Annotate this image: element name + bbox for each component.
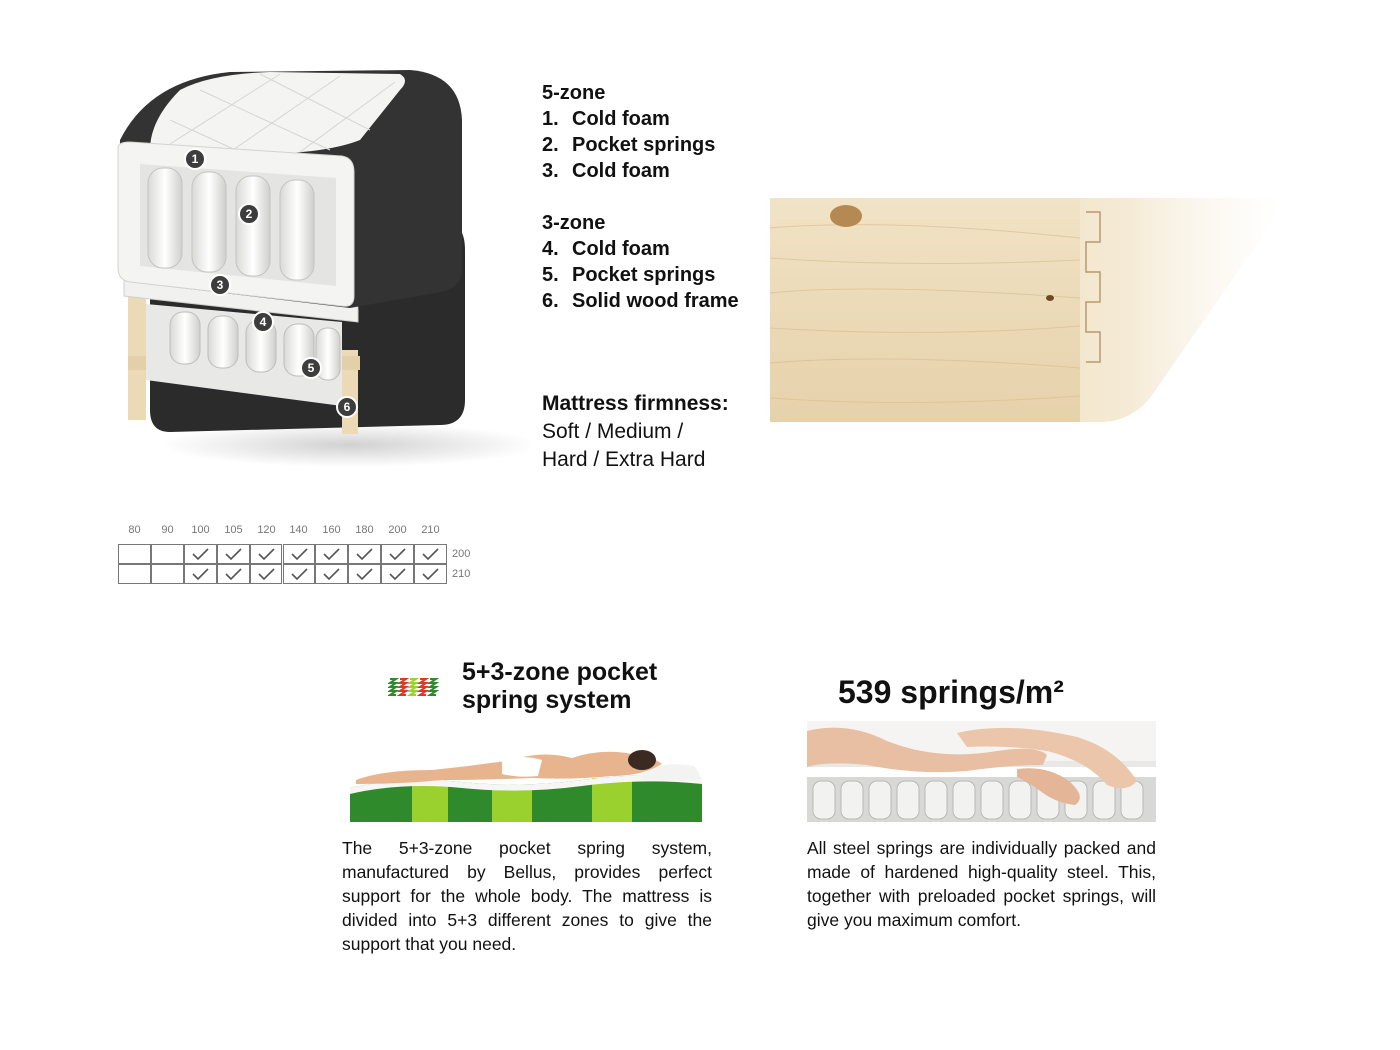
firmness-title: Mattress firmness: [542, 392, 729, 415]
width-label: 180 [355, 524, 374, 536]
checkmark-icon [218, 565, 249, 583]
size-available-cell [283, 544, 316, 564]
length-label: 210 [452, 568, 471, 580]
checkmark-icon [382, 545, 413, 563]
zone-spring-icon [388, 676, 442, 700]
zone-marker-3: 3 [209, 274, 231, 296]
mattress-firmness [542, 390, 802, 474]
firmness-options-line-1: Soft / Medium / [542, 420, 684, 443]
zone-marker-6: 6 [336, 396, 358, 418]
firmness-options-line-2: Hard / Extra Hard [542, 448, 706, 471]
width-label: 100 [191, 524, 210, 536]
size-unavailable-cell [118, 544, 151, 564]
size-available-cell [348, 564, 381, 584]
size-available-cell [283, 564, 316, 584]
size-unavailable-cell [151, 544, 184, 564]
size-available-cell [217, 544, 250, 564]
size-available-cell [184, 544, 217, 564]
size-available-cell [414, 544, 447, 564]
width-label: 210 [421, 524, 440, 536]
legend-item: 2. Pocket springs [542, 134, 716, 156]
size-available-cell [381, 544, 414, 564]
checkmark-icon [415, 565, 446, 583]
zone-marker-1: 1 [184, 148, 206, 170]
zone-marker-5: 5 [300, 357, 322, 379]
size-unavailable-cell [118, 564, 151, 584]
size-available-cell [414, 564, 447, 584]
checkmark-icon [251, 545, 282, 563]
size-available-cell [381, 564, 414, 584]
legend-item: 3. Cold foam [542, 160, 670, 182]
legend-item: 6. Solid wood frame [542, 290, 739, 312]
width-label: 140 [289, 524, 308, 536]
width-label: 105 [224, 524, 243, 536]
zone-support-illustration [342, 730, 712, 826]
size-available-cell [217, 564, 250, 584]
checkmark-icon [218, 545, 249, 563]
size-available-cell [315, 564, 348, 584]
size-available-cell [348, 544, 381, 564]
size-availability-grid [112, 524, 492, 594]
five-zone-heading: 5-zone [542, 82, 606, 104]
spring-system-description: The 5+3-zone pocket spring system, manufactured by Bellus, provides perfect support for the whole body. The mattress is divided into 5+3 different zones to give the support that you need. [342, 838, 712, 954]
checkmark-icon [251, 565, 282, 583]
width-label: 90 [161, 524, 174, 536]
spring-density-title: 539 springs/m² [838, 674, 1064, 710]
mattress-cross-section-image [110, 60, 530, 480]
checkmark-icon [284, 545, 315, 563]
legend-item: 5. Pocket springs [542, 264, 716, 286]
legend-item: 1. Cold foam [542, 108, 670, 130]
layer-legend [542, 80, 802, 314]
wood-frame-photo [770, 198, 1282, 422]
three-zone-heading: 3-zone [542, 212, 606, 234]
size-available-cell [315, 544, 348, 564]
checkmark-icon [349, 565, 380, 583]
checkmark-icon [382, 565, 413, 583]
size-available-cell [250, 544, 283, 564]
width-label: 80 [128, 524, 141, 536]
checkmark-icon [316, 545, 347, 563]
checkmark-icon [185, 545, 216, 563]
checkmark-icon [185, 565, 216, 583]
legend-item: 4. Cold foam [542, 238, 670, 260]
pocket-springs-photo [807, 721, 1156, 822]
spring-density-description: All steel springs are individually packed and made of hardened high-quality steel. This, together with preloaded pocket springs, will give you maximum comfort. [807, 838, 1156, 930]
width-label: 200 [388, 524, 407, 536]
zone-marker-4: 4 [252, 311, 274, 333]
checkmark-icon [415, 545, 446, 563]
width-label: 120 [257, 524, 276, 536]
checkmark-icon [316, 565, 347, 583]
size-available-cell [184, 564, 217, 584]
checkmark-icon [284, 565, 315, 583]
length-label: 200 [452, 548, 471, 560]
checkmark-icon [349, 545, 380, 563]
zone-marker-2: 2 [238, 203, 260, 225]
spring-system-title: 5+3-zone pocket spring system [462, 658, 658, 714]
width-label: 160 [322, 524, 341, 536]
size-unavailable-cell [151, 564, 184, 584]
size-available-cell [250, 564, 283, 584]
